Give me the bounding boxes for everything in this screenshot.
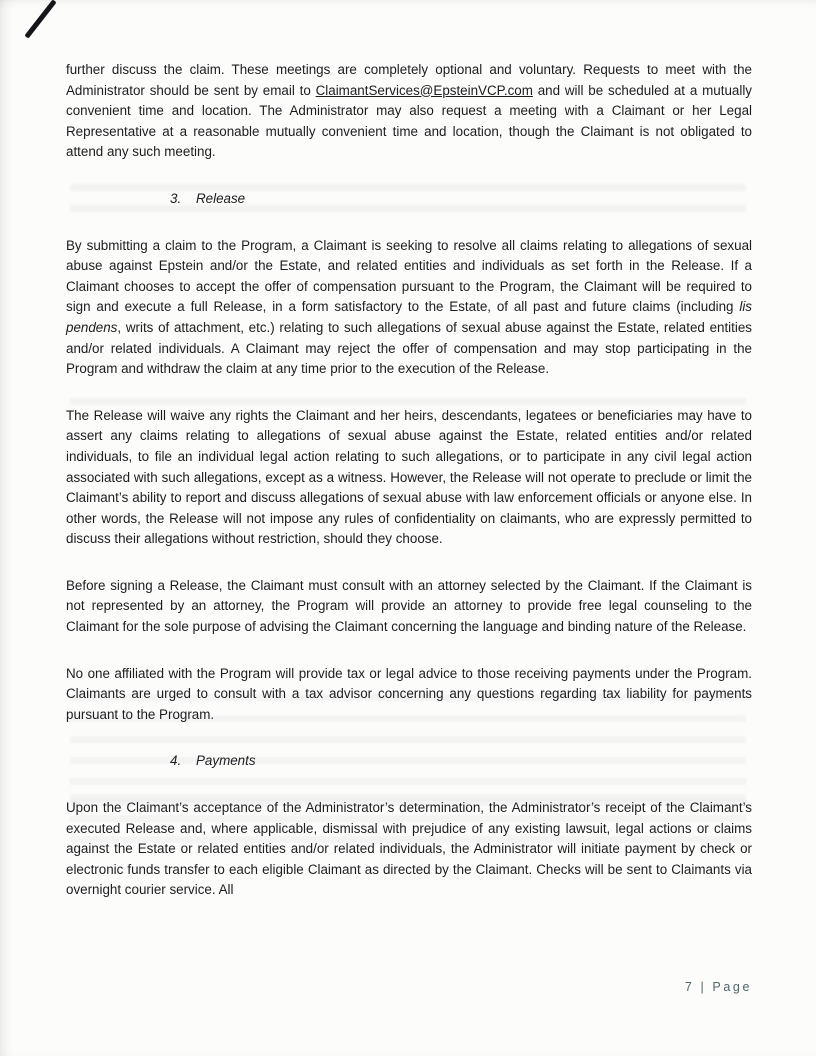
text-run: The Release will waive any rights the Claimant and her heirs, descendants, legatees or beneficiaries may have to assert any claims relating to allegations of sexual abuse against the Estate, related entities and/or related individuals, to file an individual legal action relating to such allegations, or to participate in any civil legal action associated with such allegations, except as a witness. However, the Release will not operate to preclude or limit the Claimant’s ability to report and discuss allegations of sexual abuse with law enforcement officials or anyone else. In other words, the Release will not impose any rules of confidentiality on claimants, who are expressly permitted to discuss their allegations without restriction, should they choose.: [66, 407, 752, 547]
scan-artifact: [24, 0, 56, 39]
paragraph: [66, 406, 752, 550]
paragraph: [66, 236, 752, 380]
latin-term: lis pendens: [66, 299, 752, 335]
text-run: , writs of attachment, etc.) relating to such allegations of sexual abuse against the Estate, related entities and/or related individuals. A Claimant may reject the offer of compensation and may stop participating in the Program and withdraw the claim at any time prior to the execution of the Release.: [66, 319, 752, 377]
text-run: By submitting a claim to the Program, a Claimant is seeking to resolve all claims relating to allegations of sexual abuse against Epstein and/or the Estate, and related entities and individuals as set forth in the Release. If a Claimant chooses to accept the offer of compensation pursuant to the Program, the Claimant will be required to sign and execute a full Release, in a form satisfactory to the Estate, of all past and future claims (including: [66, 237, 752, 315]
heading-number: 4.: [170, 753, 182, 769]
heading-label: Release: [196, 190, 246, 206]
email-address: ClaimantServices@EpsteinVCP.com: [315, 82, 533, 98]
paragraph: [66, 664, 752, 726]
paragraph: [66, 60, 752, 163]
section-heading: [170, 189, 752, 210]
text-run: Upon the Claimant’s acceptance of the Administrator’s determination, the Administrator’s receipt of the Claimant’s executed Release and, where applicable, dismissal with prejudice of any existing lawsuit, legal actions or claims against the Estate or related entities and/or related individuals, the Administrator will initiate payment by check or electronic funds transfer to each eligible Claimant as directed by the Claimant. Checks will be sent to Claimants via overnight courier service. All: [66, 800, 752, 898]
document-body: [66, 60, 752, 927]
heading-label: Payments: [196, 753, 256, 769]
text-run: further discuss the claim. These meetings are completely optional and voluntary. Requests to meet with the Administrator should be sent by email to: [66, 62, 752, 98]
page-number: 7 | Page: [684, 980, 752, 994]
section-heading: [170, 751, 752, 772]
text-run: No one affiliated with the Program will provide tax or legal advice to those receiving payments under the Program. Claimants are urged to consult with a tax advisor concerning any questions regarding tax liability for payments pursuant to the Program.: [66, 665, 752, 722]
text-run: Before signing a Release, the Claimant must consult with an attorney selected by the Claimant. If the Claimant is not represented by an attorney, the Program will provide an attorney to provide free legal counseling to the Claimant for the sole purpose of advising the Claimant concerning the language and binding nature of the Release.: [66, 577, 752, 635]
paragraph: [66, 576, 752, 638]
text-run: and will be scheduled at a mutually convenient time and location. The Administrator may also request a meeting with a Claimant or her Legal Representative at a reasonable mutually convenient time and location, though the Claimant is not obligated to attend any such meeting.: [66, 82, 752, 160]
paragraph: [66, 798, 752, 901]
heading-number: 3.: [170, 190, 182, 206]
